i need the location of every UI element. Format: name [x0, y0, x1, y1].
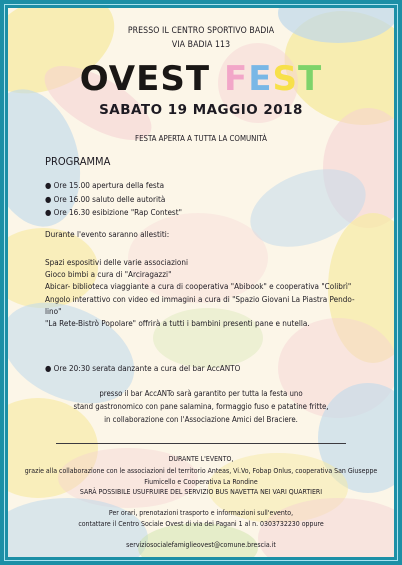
- bar-text-line: [8, 390, 394, 398]
- programma-item-text: Ore 16.00 saluto delle autorità: [53, 193, 166, 204]
- bullet-icon: ●: [45, 180, 54, 190]
- divider: [56, 443, 346, 444]
- allestiti-line: [45, 258, 188, 266]
- programma-item: [45, 181, 164, 189]
- allestiti-line-text: Gioco bimbi a cura di "Arciragazzi": [45, 269, 172, 280]
- footer-line-text: Fiumicello e Cooperativa La Rondine: [144, 477, 258, 486]
- bar-text-line: [8, 403, 394, 411]
- bar-text-line-text: presso il bar AccANTo sarà garantito per tutta la festa uno: [99, 389, 303, 398]
- evening-event-text: Ore 20:30 serata danzante a cura del bar AccANTO: [53, 363, 241, 373]
- subtitle: FESTA APERTA A TUTTA LA COMUNITÀ: [135, 134, 267, 143]
- bar-text-line-text: in collaborazione con l'Associazione Amici del Braciere.: [104, 415, 298, 424]
- event-title: [8, 59, 394, 99]
- contact-email: serviziosocialefamiglieovest@comune.brescia.it: [126, 541, 276, 549]
- programma-item: [45, 195, 165, 203]
- bar-text-line: [8, 416, 394, 424]
- allestiti-line: [45, 307, 61, 315]
- programma-item-text: Ore 16.30 esibizione "Rap Contest": [53, 207, 182, 217]
- bar-text-line-text: stand gastronomico con pane salamina, formaggio fuso e patatine fritte,: [73, 402, 329, 411]
- footer-info-line-text: contattare il Centro Sociale Ovest di via dei Pagani 1 al n. 0303732230 oppure: [78, 519, 324, 528]
- allestiti-line: [45, 319, 310, 327]
- footer-heading: DURANTE L'EVENTO,: [168, 455, 234, 463]
- evening-event: [45, 364, 240, 372]
- allestiti-intro: Durante l'evento saranno allestiti:: [45, 229, 170, 239]
- title-letter-f: F: [224, 59, 249, 99]
- footer-line-text: grazie alla collaborazione con le associazioni del territorio Anteas, Vi.Vo, Fobap Onlus, cooperativa San Giuseppe: [24, 467, 378, 475]
- allestiti-line-text: lino": [45, 305, 62, 316]
- allestiti-line-text: "La Rete-Bistrò Popolare" offrirà a tutti i bambini presenti pane e nutella.: [45, 318, 310, 328]
- programma-heading: PROGRAMMA: [45, 155, 111, 168]
- allestiti-line-text: Abicar- biblioteca viaggiante a cura di cooperativa "Abibook" e cooperativa "Colibrì": [45, 281, 352, 292]
- bullet-icon: ●: [45, 193, 54, 204]
- footer-info-line: [8, 510, 394, 517]
- programma-item-text: Ore 15.00 apertura della festa: [53, 180, 165, 190]
- poster: [8, 8, 394, 557]
- footer-info-line: [8, 521, 394, 528]
- title-word-fest: [224, 59, 322, 99]
- allestiti-line-text: Angolo interattivo con video ed immagini a cura di "Spazio Giovani La Piastra Pendo-: [45, 293, 355, 304]
- footer-line: [8, 468, 394, 475]
- programma-item: [45, 208, 182, 216]
- title-letter-t: T: [297, 59, 323, 99]
- bullet-icon: ●: [45, 207, 54, 217]
- title-word-ovest: OVEST: [79, 59, 211, 99]
- allestiti-line: [45, 282, 351, 290]
- venue-line-1: PRESSO IL CENTRO SPORTIVO BADIA: [127, 26, 275, 36]
- title-letter-e: E: [248, 59, 273, 99]
- footer-line: [8, 479, 394, 486]
- allestiti-line-text: Spazi espositivi delle varie associazioni: [45, 257, 189, 267]
- title-letter-s: S: [272, 59, 298, 99]
- allestiti-line: [45, 270, 171, 278]
- venue-line-2: VIA BADIA 113: [171, 40, 231, 50]
- event-date: SABATO 19 MAGGIO 2018: [99, 102, 303, 118]
- footer-line: [8, 489, 394, 496]
- bullet-icon: ●: [45, 363, 52, 373]
- footer-info-line-text: Per orari, prenotazioni trasporto e informazioni sull'evento,: [108, 509, 294, 517]
- allestiti-line: [45, 295, 355, 303]
- footer-line-text: SARÀ POSSIBILE USUFRUIRE DEL SERVIZIO BUS NAVETTA NEI VARI QUARTIERI: [79, 488, 323, 496]
